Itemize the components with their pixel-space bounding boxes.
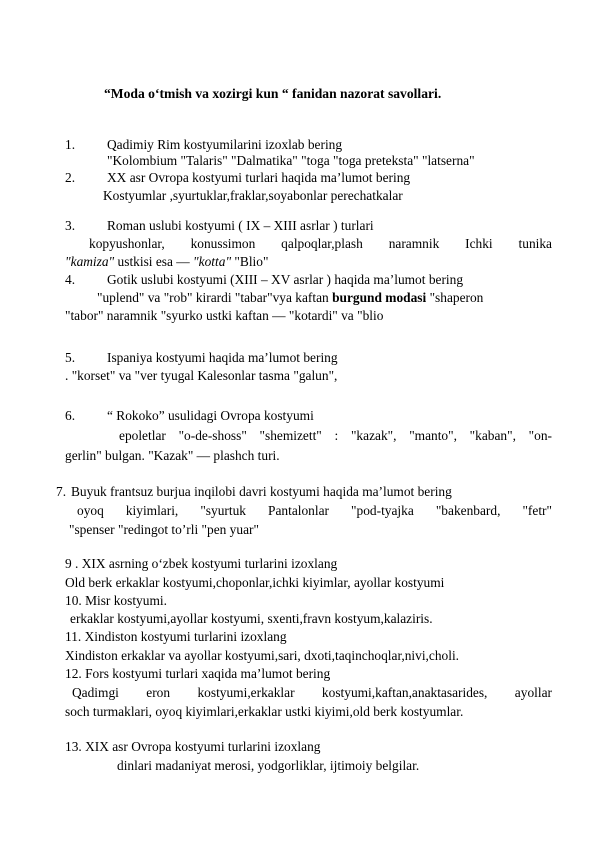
answer-fragment: "shaperon — [426, 290, 484, 305]
answer-text — [97, 290, 483, 306]
answer-fragment: "kamiza" — [65, 254, 115, 269]
item-number: 5. — [65, 350, 76, 365]
answer-text: oyoq kiyimlari, "syurtuk Pantalonlar "pod-tyajka "bakenbard, "fetr" — [77, 503, 552, 518]
answer-text: Qadimgi eron kostyumi,erkaklar kostyumi,kaftan,anaktasarides, ayollar — [72, 685, 552, 700]
answer-text: epoletlar "o-de-shoss" "shemizett" : "kazak", "manto", "kaban", "on- — [119, 428, 552, 443]
question-text: XX asr Ovropa kostyumi turlari haqida ma’lumot bering — [107, 170, 411, 185]
item-number: 2. — [65, 170, 76, 185]
question-text: Roman uslubi kostyumi ( IX – XIII asrlar ) turlari — [107, 218, 374, 233]
answer-text: Old berk erkaklar kostyumi,choponlar,ichki kiyimlar, ayollar kostyumi — [65, 575, 445, 590]
answer-fragment: burgund modasi — [332, 290, 427, 305]
answer-text: gerlin" bulgan. "Kazak" — plashch turi. — [65, 448, 280, 463]
answer-text: Kostyumlar ,syurtuklar,fraklar,soyabonlar perechatkalar — [103, 188, 403, 203]
answer-fragment: "uplend" va "rob" kirardi "tabar"vya kaftan — [97, 290, 333, 305]
answer-text: dinlari madaniyat merosi, yodgorliklar, ijtimoiy belgilar. — [117, 758, 420, 773]
item-number: 6. — [65, 408, 76, 423]
question-text: Gotik uslubi kostyumi (XIII – XV asrlar ) haqida ma’lumot bering — [107, 272, 464, 287]
answer-text: Xindiston erkaklar va ayollar kostyumi,sari, dxoti,taqinchoqlar,nivi,choli. — [65, 648, 460, 663]
answer-text: "tabor" naramnik "syurko ustki kaftan — "kotardi" va "blio — [65, 308, 384, 323]
question-text: 12. Fors kostyumi turlari xaqida ma’lumot bering — [65, 666, 331, 681]
answer-text — [65, 254, 268, 270]
question-text: 10. Misr kostyumi. — [65, 593, 167, 608]
answer-fragment: "Blio" — [231, 254, 269, 269]
question-text: Ispaniya kostyumi haqida ma’lumot bering — [107, 350, 338, 365]
question-text: 11. Xindiston kostyumi turlarini izoxlang — [65, 629, 287, 644]
answer-text: . "korset" va "ver tyugal Kalesonlar tasma "galun", — [65, 368, 338, 383]
question-text: 13. XIX asr Ovropa kostyumi turlarini izoxlang — [65, 739, 321, 754]
question-text: Qadimiy Rim kostyumilarini izoxlab bering — [107, 137, 343, 152]
question-text: 9 . XIX asrning o‘zbek kostyumi turlarini izoxlang — [65, 556, 338, 571]
page-title: “Moda o‘tmish va xozirgi kun “ fanidan nazorat savollari. — [104, 86, 442, 101]
item-number: 7. — [56, 484, 67, 499]
answer-fragment: "kotta" — [193, 254, 232, 269]
question-text: Buyuk frantsuz burjua inqilobi davri kostyumi haqida ma’lumot bering — [71, 484, 452, 499]
answer-text: soch turmaklari, oyoq kiyimlari,erkaklar ustki kiyimi,old berk kostyumlar. — [65, 704, 464, 719]
item-number: 4. — [65, 272, 76, 287]
item-number: 1. — [65, 137, 76, 152]
answer-text: kopyushonlar, konussimon qalpoqlar,plash naramnik Ichki tunika — [89, 236, 552, 251]
answer-text: "Kolombium "Talaris" "Dalmatika" "toga "toga preteksta" "latserna" — [107, 153, 475, 168]
question-text: “ Rokoko” usulidagi Ovropa kostyumi — [107, 408, 314, 423]
answer-text: "spenser "redingot to’rli "pen yuar" — [69, 522, 259, 537]
item-number: 3. — [65, 218, 76, 233]
answer-fragment: ustkisi esa — — [114, 254, 194, 269]
answer-text: erkaklar kostyumi,ayollar kostyumi, sxenti,fravn kostyum,kalaziris. — [70, 611, 433, 626]
